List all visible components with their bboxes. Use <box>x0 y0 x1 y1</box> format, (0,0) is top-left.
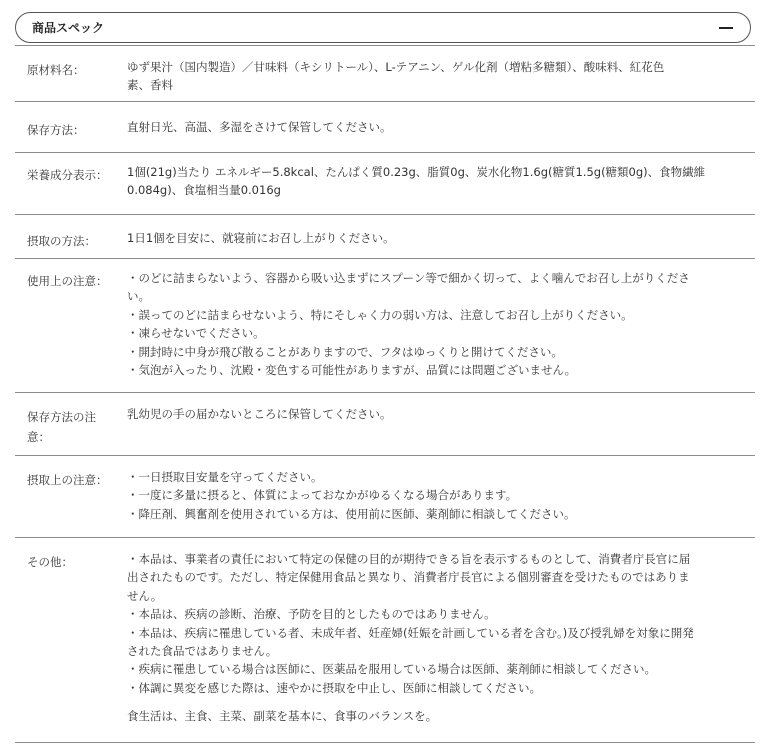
spec-row-value-line: ・疾病に罹患している場合は医師に、医薬品を服用している場合は医師、薬剤師に相談してください。 <box>127 662 656 677</box>
spec-row-value-line: ・誤ってのどに詰まらせないよう、特にそしゃく力の弱い方は、注意してお召し上がりください。 <box>127 307 633 322</box>
spec-row-value <box>127 550 747 726</box>
spec-row-value-line: ・のどに詰まらないよう、容器から吸い込まずにスプーン等で細かく切って、よく噛んでお召し上がりくださ <box>127 271 690 285</box>
spec-row-value <box>127 405 747 423</box>
spec-row-value <box>127 468 747 523</box>
spec-row-label: 保存方法： <box>27 123 85 137</box>
minus-icon[interactable] <box>716 18 736 38</box>
spec-row-label: 摂取上の注意： <box>27 473 108 487</box>
spec-row <box>15 455 755 538</box>
spec-row-value-line: ・降圧剤、興奮剤を使用されている方は、使用前に医師、薬剤師に相談してください。 <box>127 506 576 521</box>
spec-row-value <box>127 118 747 136</box>
spec-row-label: 栄養成分表示： <box>27 168 108 182</box>
spec-row-label <box>27 407 117 447</box>
spec-row <box>15 45 755 102</box>
spec-row-label: 使用上の注意： <box>27 274 108 288</box>
spec-row-value-line: 乳幼児の手の届かないところに保管してください。 <box>127 407 392 421</box>
spec-row-value-line: ・一度に多量に摂ると、体質によっておなかがゆるくなる場合があります。 <box>127 488 518 503</box>
spec-row-value-line: ・気泡が入ったり、沈殿・変色する可能性がありますが、品質には問題ございません。 <box>127 363 577 378</box>
spec-row <box>15 214 755 259</box>
spec-row-value-line: 食生活は、主食、主菜、副菜を基本に、食事のバランスを。 <box>127 709 438 724</box>
spec-row-value-line: ・本品は、疾病の診断、治療、予防を目的としたものではありません。 <box>127 607 496 622</box>
spec-row <box>15 537 755 743</box>
spec-row <box>15 152 755 215</box>
spec-row-value-line: ・凍らせないでください。 <box>127 326 265 341</box>
spec-row-value-line: 1日1個を目安に、就寝前にお召し上がりください。 <box>127 231 395 245</box>
spec-row-value-line: 0.084g)、食塩相当量0.016g <box>127 183 281 198</box>
spec-row <box>15 101 755 153</box>
spec-accordion-header[interactable] <box>15 12 751 43</box>
spec-row-value-line: された食品ではありません。 <box>127 644 278 659</box>
spec-row-label: 原材料名： <box>27 63 85 77</box>
spec-row-value-line: 1個(21g)当たり エネルギー5.8kcal、たんぱく質0.23g、脂質0g、炭水化物1.6g(糖質1.5g(糖類0g)、食物繊維 <box>127 165 706 179</box>
spec-row-value <box>127 269 747 379</box>
spec-row-value-line: ・本品は、疾病に罹患している者、未成年者、妊産婦(妊娠を計画している者を含む。)及び授乳婦を対象に開発 <box>127 625 694 640</box>
spec-row <box>15 258 755 393</box>
spec-row-label-line: 保存方法の注 <box>27 410 96 424</box>
spec-row-value-line: い。 <box>127 289 150 304</box>
spec-row-label: 摂取の方法： <box>27 234 96 248</box>
spec-row-value-line: ・開封時に中身が飛び散ることがありますので、フタはゆっくりと開けてください。 <box>127 344 563 359</box>
spec-row-value-line <box>127 697 747 707</box>
spec-row-value-line: 素、香料 <box>127 78 173 93</box>
spec-row-value-line: ゆず果汁（国内製造）／甘味料（キシリトール）、L-テアニン、ゲル化剤（増粘多糖類）、酸味料、紅花色 <box>127 60 665 74</box>
spec-row-value-line: ・一日摂取目安量を守ってください。 <box>127 470 323 484</box>
spec-row-label-line: 意： <box>27 430 50 444</box>
spec-row-value <box>127 229 747 247</box>
spec-row-value-line: ・本品は、事業者の責任において特定の保健の目的が期待できる旨を表示するものとして、消費者庁長官に届 <box>127 552 691 566</box>
spec-row-value <box>127 163 747 200</box>
spec-row-label: その他： <box>27 555 73 569</box>
spec-row-value-line: 直射日光、高温、多湿をさけて保管してください。 <box>127 120 392 134</box>
spec-title: 商品スペック <box>32 21 105 35</box>
spec-row-value <box>127 58 747 95</box>
spec-row-value-line: 出されたものです。ただし、特定保健用食品と異なり、消費者庁長官による個別審査を受けたものではありま <box>127 570 690 585</box>
spec-row-value-line: せん。 <box>127 588 163 603</box>
spec-row-value-line: ・体調に異変を感じた際は、速やかに摂取を中止し、医師に相談してください。 <box>127 680 541 695</box>
spec-row <box>15 392 755 456</box>
